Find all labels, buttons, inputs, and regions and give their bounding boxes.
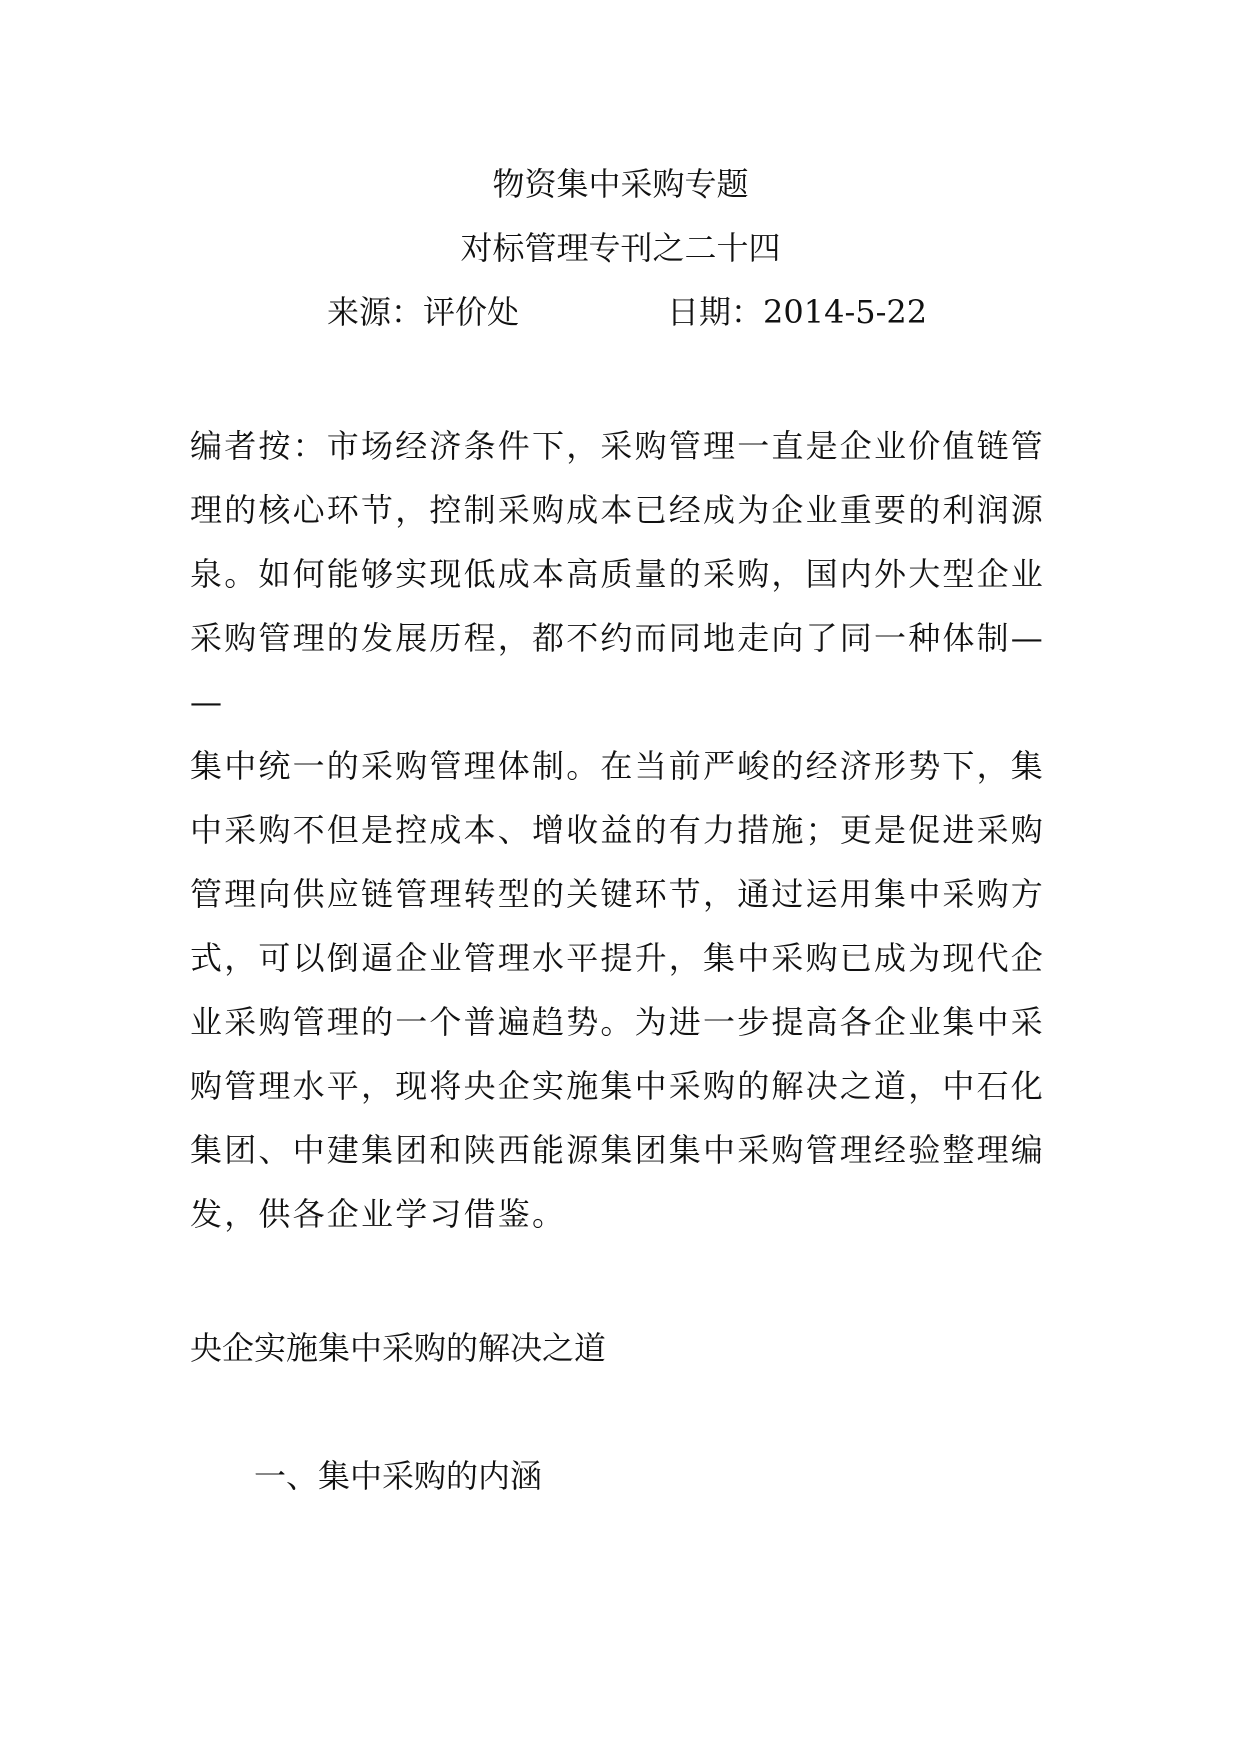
document-subtitle: 对标管理专刊之二十四: [460, 229, 781, 267]
editor-note-line: 管理向供应链管理转型的关键环节，通过运用集中采购方: [190, 875, 1046, 913]
editor-note-line: 集团、中建集团和陕西能源集团集中采购管理经验整理编: [190, 1131, 1046, 1169]
editor-note-line: 集中统一的采购管理体制。在当前严峻的经济形势下，集: [190, 747, 1046, 785]
source-label: 来源：评价处: [327, 293, 520, 331]
editor-note-line: 采购管理的发展历程，都不约而同地走向了同一种体制—: [190, 619, 1046, 657]
editor-note-line: 中采购不但是控成本、增收益的有力措施；更是促进采购: [190, 811, 1046, 849]
editor-note-line: 业采购管理的一个普遍趋势。为进一步提高各企业集中采: [190, 1003, 1046, 1041]
editor-note-line: 理的核心环节，控制采购成本已经成为企业重要的利润源: [190, 491, 1046, 529]
editor-note-line: 编者按：市场经济条件下，采购管理一直是企业价值链管: [190, 427, 1046, 465]
editor-note-line: —: [190, 683, 225, 721]
section-subheading: 一、集中采购的内涵: [254, 1457, 543, 1495]
editor-note-line: 发，供各企业学习借鉴。: [190, 1195, 567, 1233]
document-title: 物资集中采购专题: [492, 165, 749, 203]
editor-note-line: 式，可以倒逼企业管理水平提升，集中采购已成为现代企: [190, 939, 1046, 977]
section-heading: 央企实施集中采购的解决之道: [190, 1329, 607, 1367]
date-label: 日期：2014-5-22: [667, 293, 928, 331]
editor-note-line: 购管理水平，现将央企实施集中采购的解决之道，中石化: [190, 1067, 1046, 1105]
editor-note-line: 泉。如何能够实现低成本高质量的采购，国内外大型企业: [190, 555, 1046, 593]
